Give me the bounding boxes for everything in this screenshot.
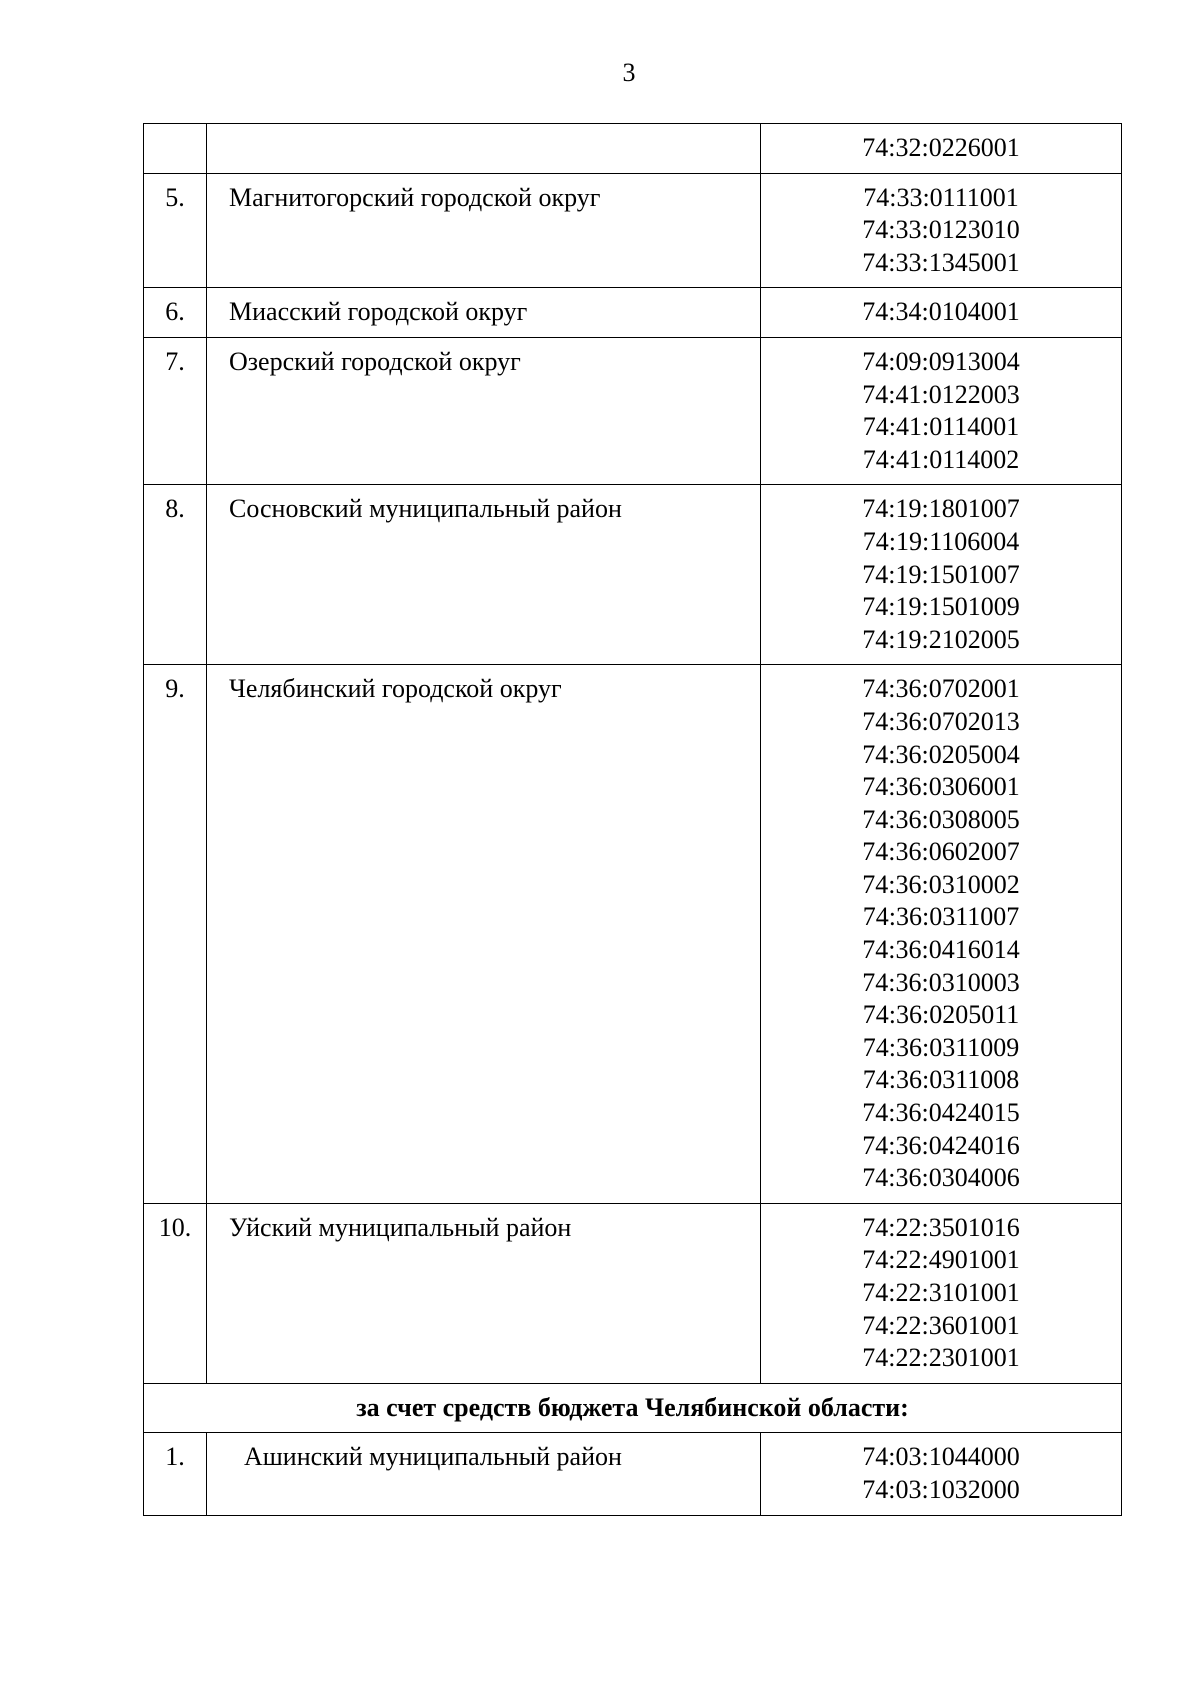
row-number: 5.	[144, 173, 207, 288]
cadastral-code: 74:34:0104001	[862, 297, 1020, 327]
table-body	[144, 124, 1122, 1516]
municipality-name: Сосновский муниципальный район	[207, 485, 761, 665]
table-row	[144, 124, 1122, 174]
page-number: 3	[622, 58, 636, 87]
cadastral-code: 74:36:0702001	[862, 674, 1020, 704]
cadastral-code: 74:03:1044000	[862, 1442, 1020, 1472]
cadastral-code: 74:19:1801007	[862, 494, 1020, 524]
cadastral-code: 74:41:0114001	[862, 412, 1020, 442]
cadastral-codes	[761, 173, 1122, 288]
cadastral-code: 74:36:0310002	[862, 869, 1020, 899]
section-heading: за счет средств бюджета Челябинской области:	[144, 1383, 1122, 1433]
row-number: 10.	[144, 1203, 207, 1383]
cadastral-code: 74:36:0311009	[862, 1032, 1020, 1062]
cadastral-code: 74:19:1501007	[862, 559, 1020, 589]
table-row	[144, 665, 1122, 1204]
cadastral-code: 74:03:1032000	[862, 1474, 1020, 1504]
cadastral-code: 74:36:0311008	[862, 1065, 1020, 1095]
table-row	[144, 1203, 1122, 1383]
cadastral-code: 74:22:2301001	[862, 1343, 1020, 1373]
table-row	[144, 1433, 1122, 1515]
cadastral-code: 74:36:0205004	[862, 739, 1020, 769]
cadastral-codes	[761, 1433, 1122, 1515]
row-number: 6.	[144, 288, 207, 338]
cadastral-codes	[761, 337, 1122, 484]
table-row	[144, 337, 1122, 484]
cadastral-code: 74:33:0111001	[863, 182, 1019, 212]
row-number: 8.	[144, 485, 207, 665]
cadastral-codes	[761, 485, 1122, 665]
cadastral-codes	[761, 124, 1122, 174]
municipality-name	[207, 124, 761, 174]
municipality-name: Ашинский муниципальный район	[207, 1433, 761, 1515]
cadastral-code: 74:32:0226001	[862, 133, 1020, 162]
cadastral-code: 74:22:4901001	[862, 1245, 1020, 1275]
cadastral-code: 74:36:0424016	[862, 1130, 1020, 1160]
cadastral-code: 74:36:0308005	[862, 804, 1020, 834]
cadastral-code: 74:19:1501009	[862, 592, 1020, 622]
table-row	[144, 288, 1122, 338]
cadastral-code: 74:36:0416014	[862, 935, 1020, 965]
municipality-name: Уйский муниципальный район	[207, 1203, 761, 1383]
municipality-name: Миасский городской округ	[207, 288, 761, 338]
cadastral-code: 74:19:1106004	[862, 526, 1020, 556]
cadastral-code: 74:22:3501016	[862, 1212, 1020, 1242]
municipality-name: Челябинский городской округ	[207, 665, 761, 1204]
cadastral-code: 74:22:3601001	[862, 1310, 1020, 1340]
cadastral-code: 74:19:2102005	[862, 624, 1020, 654]
cadastral-code: 74:41:0114002	[862, 444, 1020, 474]
cadastral-code: 74:36:0424015	[862, 1098, 1020, 1128]
section-heading-row	[144, 1383, 1122, 1433]
cadastral-code: 74:36:0311007	[862, 902, 1020, 932]
cadastral-codes	[761, 288, 1122, 338]
cadastral-codes	[761, 665, 1122, 1204]
cadastral-code: 74:36:0304006	[862, 1163, 1020, 1193]
row-number: 9.	[144, 665, 207, 1204]
cadastral-code: 74:36:0702013	[862, 706, 1020, 736]
municipality-name: Магнитогорский городской округ	[207, 173, 761, 288]
cadastral-codes	[761, 1203, 1122, 1383]
table-row	[144, 485, 1122, 665]
row-number: 1.	[144, 1433, 207, 1515]
cadastral-code: 74:22:3101001	[862, 1278, 1020, 1307]
cadastral-code: 74:33:0123010	[862, 215, 1020, 245]
row-number: 7.	[144, 337, 207, 484]
cadastral-code: 74:36:0306001	[862, 772, 1020, 802]
cadastral-code: 74:09:0913004	[862, 346, 1020, 376]
cadastral-code: 74:36:0602007	[862, 837, 1020, 867]
cadastral-code: 74:36:0205011	[862, 1000, 1020, 1030]
cadastral-code: 74:33:1345001	[862, 247, 1020, 277]
municipality-name: Озерский городской округ	[207, 337, 761, 484]
cadastral-code: 74:36:0310003	[862, 967, 1020, 997]
cadastral-code: 74:41:0122003	[862, 379, 1020, 409]
table-row	[144, 173, 1122, 288]
row-number	[144, 124, 207, 174]
cadastral-table	[143, 123, 1122, 1516]
